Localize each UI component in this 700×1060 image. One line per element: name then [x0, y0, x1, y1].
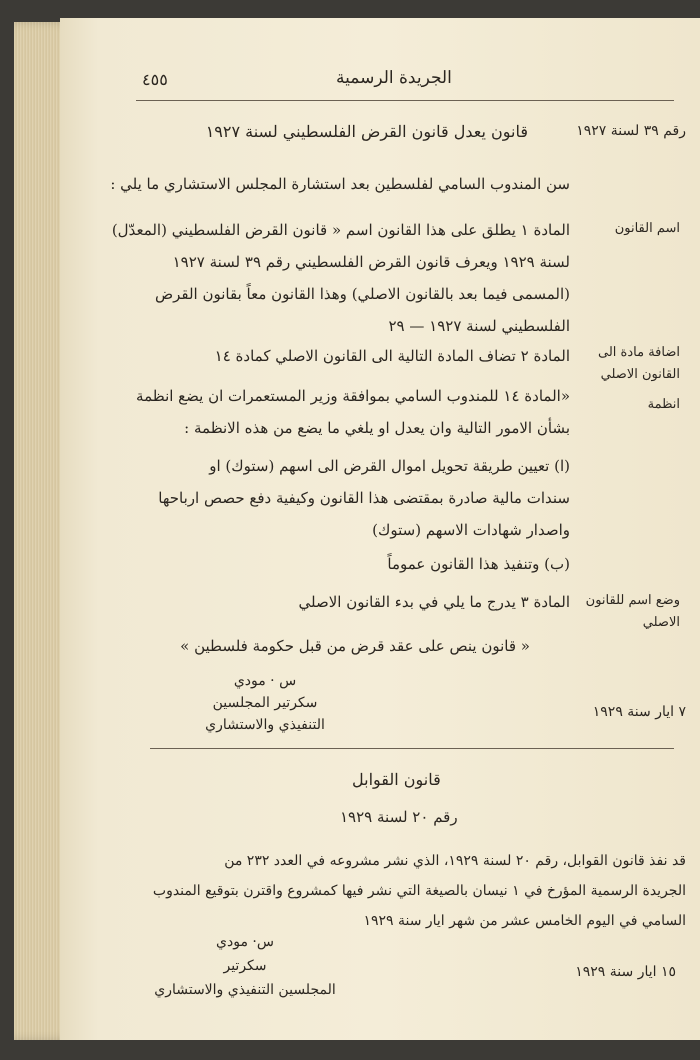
signature-block-2 [150, 930, 340, 1002]
section-divider [150, 748, 674, 749]
item-a-line: (ا) تعيين طريقة تحويل اموال القرض الى اسهم (ستوك) او [209, 457, 570, 475]
section-3-quote: « قانون ينص على عقد قرض من قبل حكومة فلسطين » [180, 637, 530, 655]
quoted-line: بشأن الامور التالية وان يعدل او يلغي ما يضع من هذه الانظمة : [184, 419, 570, 437]
signatory-title: التنفيذي والاستشاري [205, 717, 325, 733]
body-line: قد نفذ قانون القوابل، رقم ٢٠ لسنة ١٩٢٩، الذي نشر مشروعه في العدد ٢٣٢ من [224, 853, 686, 869]
signature-block [200, 670, 330, 736]
margin-note-line: اضافة مادة الى [598, 345, 680, 360]
ordinance-2-title: قانون القوابل [352, 770, 441, 789]
body-line: السامي في اليوم الخامس عشر من شهر ايار سنة ١٩٢٩ [363, 913, 686, 929]
margin-note-line: الاصلي [642, 615, 680, 630]
section-1-text [111, 214, 570, 342]
margin-note-line: وضع اسم للقانون [585, 593, 680, 608]
section-1-line: (المسمى فيما بعد بالقانون الاصلي) وهذا القانون معاً بقانون القرض [154, 285, 570, 303]
section-1-line: المادة ١ يطلق على هذا القانون اسم « قانون القرض الفلسطيني (المعدّل) [111, 221, 570, 239]
header-rule [136, 100, 674, 101]
section-1-line: لسنة ١٩٢٩ ويعرف قانون القرض الفلسطيني رقم ٣٩ لسنة ١٩٢٧ [172, 253, 570, 271]
item-a-line: سندات مالية صادرة بمقتضى هذا القانون وكيفية دفع حصص ارباحها [158, 489, 570, 507]
preamble: سن المندوب السامي لفلسطين بعد استشارة المجلس الاستشاري ما يلي : [110, 175, 570, 193]
document-page [60, 18, 700, 1040]
ordinance-number-label: رقم ٣٩ لسنة ١٩٢٧ [576, 123, 686, 139]
quoted-article-14 [136, 380, 570, 444]
section-2-text: المادة ٢ تضاف المادة التالية الى القانون الاصلي كمادة ١٤ [214, 347, 570, 365]
ordinance-2-date: ١٥ ايار سنة ١٩٢٩ [575, 964, 676, 980]
quoted-line: «المادة ١٤ للمندوب السامي بموافقة وزير المستعمرات ان يضع انظمة [136, 387, 570, 405]
body-line: الجريدة الرسمية المؤرخ في ١ نيسان بالصيغة التي نشر فيها كمشروع واقترن بتوقيع المندوب [152, 883, 686, 899]
item-b: (ب) وتنفيذ هذا القانون عموماً [387, 555, 570, 573]
signatory-title: المجلسين التنفيذي والاستشاري [154, 982, 336, 998]
item-a-line: واصدار شهادات الاسهم (ستوك) [372, 521, 570, 539]
ordinance-1-date: ٧ ايار سنة ١٩٢٩ [592, 704, 686, 720]
ordinance-2-body [86, 846, 686, 936]
page-number: ٤٥٥ [142, 70, 168, 89]
margin-note-regulations: انظمة [647, 397, 680, 412]
journal-title: الجريدة الرسمية [336, 68, 452, 88]
signatory-title: سكرتير [223, 958, 267, 974]
item-a [160, 450, 570, 546]
signatory-name: س· مودي [216, 934, 274, 950]
margin-note-law-name: اسم القانون [614, 221, 680, 236]
section-1-line: الفلسطيني لسنة ١٩٢٧ — ٢٩ [388, 317, 570, 335]
signatory-title: سكرتير المجلسين [212, 695, 318, 711]
ordinance-title: قانون يعدل قانون القرض الفلسطيني لسنة ١٩٢٧ [205, 122, 528, 141]
ordinance-2-number-label: رقم ٢٠ لسنة ١٩٢٩ [340, 808, 458, 826]
section-3-text: المادة ٣ يدرج ما يلي في بدء القانون الاصلي [298, 593, 570, 611]
margin-note-line: القانون الاصلي [600, 367, 680, 382]
margin-note-add-article [598, 342, 680, 386]
margin-note-original-law-name [586, 590, 680, 634]
signatory-name: س · مودي [233, 673, 297, 689]
